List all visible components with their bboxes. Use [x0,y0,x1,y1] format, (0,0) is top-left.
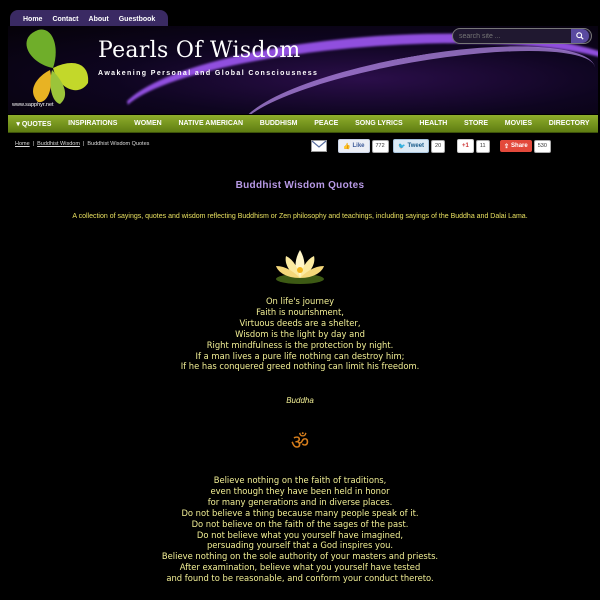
nav-directory[interactable]: DIRECTORY [548,120,590,127]
nav-movies[interactable]: MOVIES [504,120,532,127]
email-icon[interactable] [311,140,327,152]
site-url: www.sapphyr.net [12,102,54,108]
quote-line: If a man lives a pure life nothing can destroy him; [195,350,405,361]
breadcrumb-buddhist-wisdom[interactable]: Buddhist Wisdom [37,141,80,147]
twitter-tweet[interactable] [393,139,445,153]
quote-believe-nothing [0,475,600,584]
intro-text: A collection of sayings, quotes and wisdom reflecting Buddhism or Zen philosophy and teachings, including sayings of the Buddha and Dalai Lama. [72,213,528,220]
topnav-guestbook-link[interactable]: Guestbook [118,15,156,23]
quote-line: Believe nothing on the sole authority of your masters and priests. [161,551,439,562]
quote-line: Do not believe on the faith of the sages of the past. [191,518,409,529]
breadcrumb-separator: | [82,141,85,147]
sharethis-share[interactable] [500,139,551,153]
quote-line: Do not believe what you yourself have imagined, [196,529,404,540]
quote-line: and found to be reasonable, and conform your conduct thereto. [166,573,434,584]
quote-line: for many generations and in diverse places. [207,496,393,507]
quote-line: Wisdom is the light by day and [235,328,365,339]
quote-line: even though they have been held in honor [210,485,390,496]
nav-inspirations[interactable]: INSPIRATIONS [68,120,118,127]
site-tagline: Awakening Personal and Global Consciousness [98,70,319,77]
breadcrumb [15,141,149,147]
quote-line: Do not believe a thing because many people speak of it. [181,507,419,518]
plusone-count: 11 [476,140,490,153]
page-title: Buddhist Wisdom Quotes [235,180,365,191]
quote-line: After examination, believe what you yourself have tested [179,562,421,573]
thumbs-up-icon: 👍 [343,143,351,150]
tweet-button[interactable]: 🐦 Tweet [393,139,429,153]
quote-buddha-journey [0,296,600,372]
like-count: 772 [372,140,389,153]
like-button[interactable]: 👍 Like [338,139,370,153]
magnifier-icon [576,32,584,40]
facebook-like[interactable] [338,139,389,153]
nav-song-lyrics[interactable]: SONG LYRICS [355,120,403,127]
topnav-about-link[interactable]: About [88,15,109,23]
quote-line: persuading yourself that a God inspires you. [206,540,394,551]
quote-line: Virtuous deeds are a shelter, [239,317,361,328]
share-button[interactable]: ⇪ Share [500,140,532,152]
quote-line: Right mindfulness is the protection by night. [206,339,394,350]
nav-native-american[interactable]: NATIVE AMERICAN [178,120,244,127]
topnav-contact-link[interactable]: Contact [52,15,79,23]
breadcrumb-current: Buddhist Wisdom Quotes [87,141,150,147]
main-nav [8,115,598,133]
search-box [452,28,592,44]
quote-line: Believe nothing on the faith of traditions, [213,475,387,485]
om-symbol-icon: ॐ [290,432,310,454]
topnav-home-link[interactable]: Home [23,15,43,23]
twitter-bird-icon: 🐦 [398,143,406,150]
breadcrumb-home[interactable]: Home [15,141,30,147]
nav-women[interactable]: WOMEN [134,120,162,127]
nav-peace[interactable]: PEACE [314,120,339,127]
nav-buddhism[interactable]: BUDDHISM [259,120,298,127]
nav-store[interactable]: STORE [464,120,489,127]
quote-line: If he has conquered greed nothing can limit his freedom. [180,361,420,372]
site-title[interactable]: Pearls Of Wisdom [98,38,301,63]
breadcrumb-separator: | [32,141,35,147]
lotus-flower-image [272,246,328,286]
plusone-button[interactable]: +1 [457,139,474,153]
google-plusone[interactable] [457,139,490,153]
quote-author: Buddha [286,396,314,405]
search-button[interactable] [571,29,589,43]
quote-line: On life's journey [265,296,335,306]
tweet-count: 20 [431,140,445,153]
nav-quotes[interactable]: ▾ QUOTES [16,120,52,128]
nav-health[interactable]: HEALTH [419,120,448,127]
share-count: 530 [534,140,551,153]
search-input[interactable] [453,32,571,41]
email-share[interactable] [311,139,327,153]
quote-line: Faith is nourishment, [256,306,344,317]
site-header [8,26,598,114]
share-icon: ⇪ [504,143,510,150]
butterfly-leaves-logo[interactable] [8,28,98,108]
